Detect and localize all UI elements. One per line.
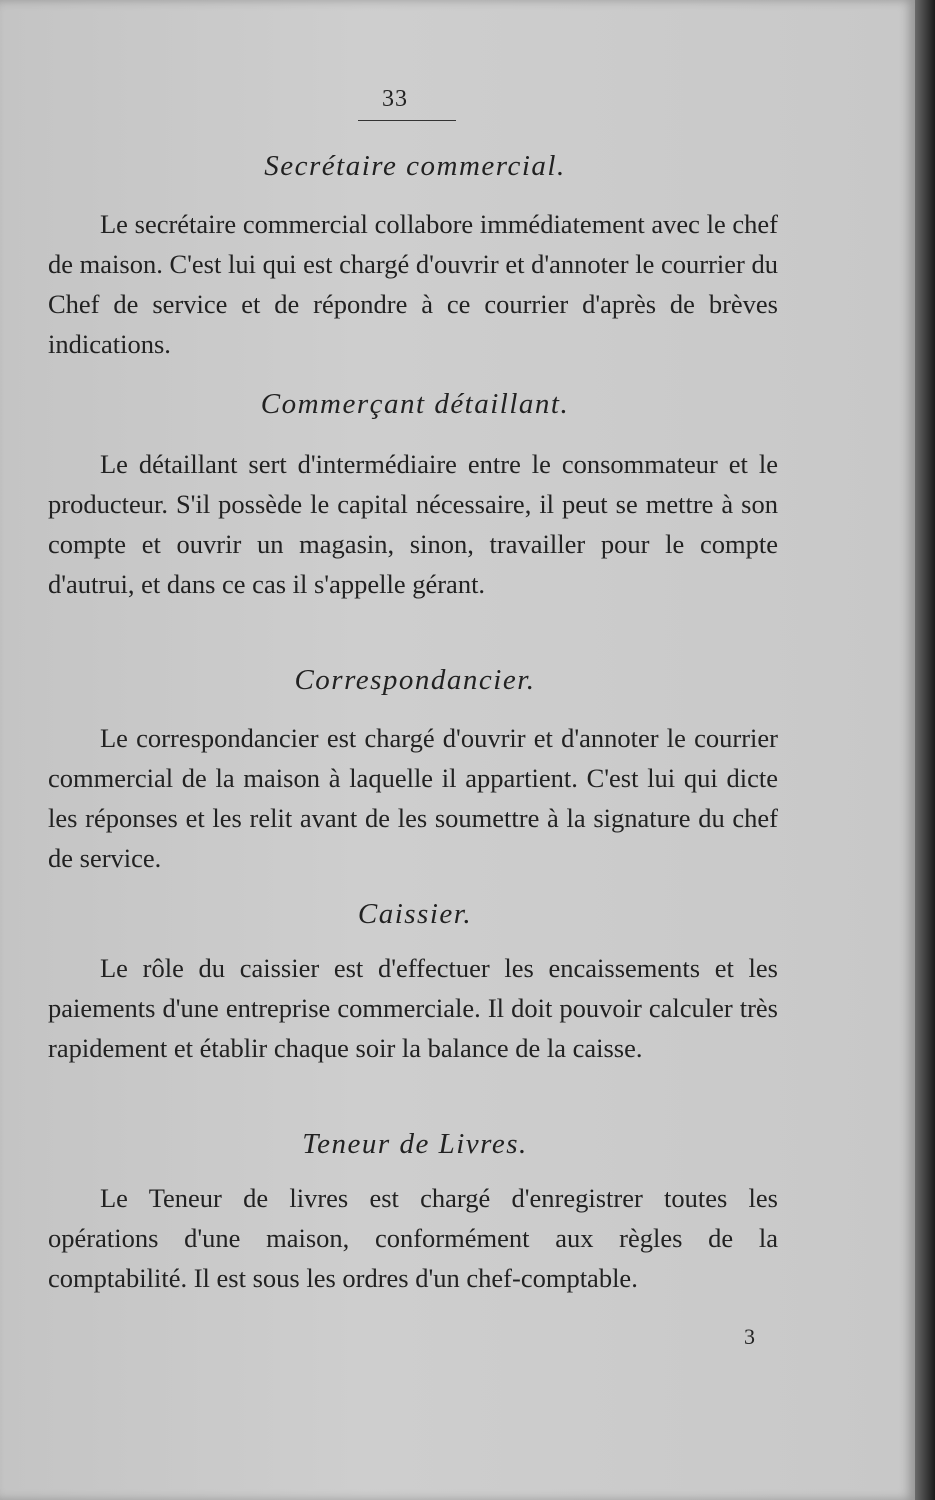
page-number: 33 — [382, 86, 408, 112]
section-paragraph: Le correspondancier est chargé d'ouvrir et d'annoter le courrier commercial de la maison à laquelle il appartient. C'est lui qui dicte les réponses et les relit avant de les soumettre à la signature du chef de service. — [48, 723, 778, 873]
section-heading: Secrétaire commercial. — [264, 150, 566, 182]
section-paragraph: Le secrétaire commercial collabore immédiatement avec le chef de maison. C'est lui qui est chargé d'ouvrir et d'annoter le courrier du Chef de service et de répondre à ce courrier d'après de brèves indications. — [48, 209, 778, 359]
section-heading: Teneur de Livres. — [302, 1128, 528, 1160]
section-heading: Caissier. — [357, 898, 473, 930]
section-heading: Correspondancier. — [294, 664, 536, 696]
signature-mark: 3 — [744, 1324, 755, 1349]
section-paragraph: Le Teneur de livres est chargé d'enregistrer toutes les opérations d'une maison, conformément aux règles de la comptabilité. Il est sous les ordres d'un chef-comptable. — [48, 1183, 778, 1293]
section-heading: Commerçant détaillant. — [260, 388, 570, 420]
section-paragraph: Le rôle du caissier est d'effectuer les encaissements et les paiements d'une entreprise commerciale. Il doit pouvoir calculer très rapidement et établir chaque soir la balance de la caisse. — [48, 953, 778, 1063]
page-edge-shadow — [915, 0, 935, 1500]
header-rule — [358, 120, 456, 121]
section-paragraph: Le détaillant sert d'intermédiaire entre le consommateur et le producteur. S'il possède le capital nécessaire, il peut se mettre à son compte et ouvrir un magasin, sinon, travailler pour le compte d'autrui, et dans ce cas il s'appelle gérant. — [48, 449, 778, 599]
